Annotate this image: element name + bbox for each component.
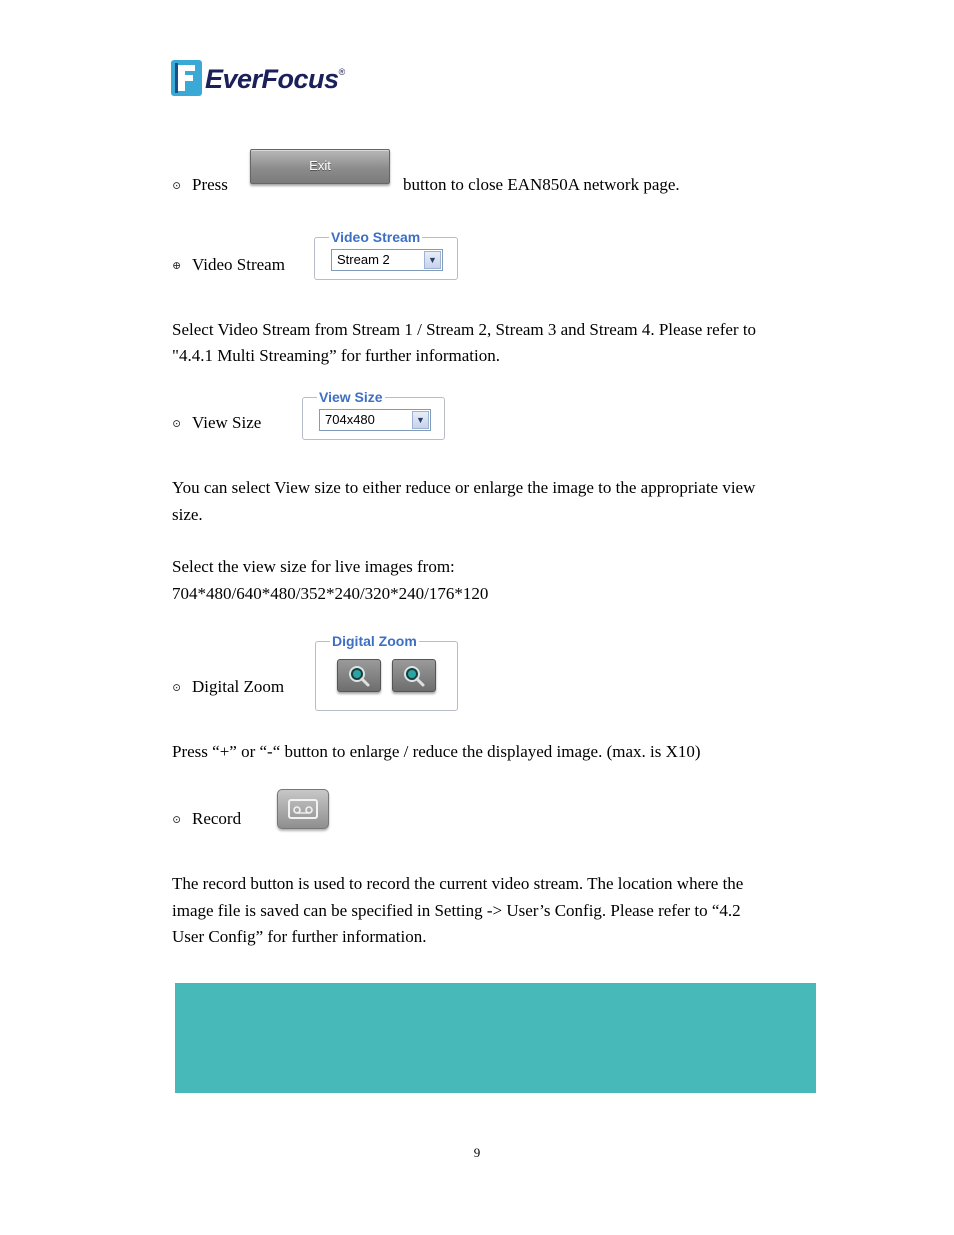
cassette-icon — [288, 799, 318, 819]
digital-zoom-label: Digital Zoom — [192, 677, 285, 696]
digital-zoom-group-title: Digital Zoom — [332, 633, 417, 649]
record-description-2: image file is saved can be specified in Setting -> User’s Config. Please refer to “4.2 — [172, 901, 741, 920]
chevron-down-icon[interactable]: ▼ — [412, 411, 429, 429]
digital-zoom-bullet-row — [172, 677, 284, 697]
zoom-in-button[interactable] — [337, 659, 381, 692]
exit-prefix-text: Press — [192, 175, 228, 194]
record-description-1: The record button is used to record the current video stream. The location where the — [172, 874, 744, 893]
exit-suffix-text: button to close EAN850A network page. — [403, 175, 680, 194]
view-size-description-3: Select the view size for live images from: — [172, 557, 455, 576]
zoom-out-icon — [402, 664, 426, 688]
view-size-selected: 704x480 — [325, 412, 375, 427]
video-stream-select[interactable] — [331, 249, 443, 271]
exit-button[interactable]: Exit — [250, 149, 390, 184]
view-size-group — [302, 389, 445, 440]
record-button[interactable] — [277, 789, 329, 829]
video-stream-selected: Stream 2 — [337, 252, 390, 267]
video-stream-bullet-row — [172, 255, 285, 275]
record-label: Record — [192, 809, 242, 828]
digital-zoom-group — [315, 633, 458, 711]
zoom-in-icon — [347, 664, 371, 688]
view-size-label: View Size — [192, 413, 262, 432]
page-number: 9 — [473, 1145, 481, 1160]
record-bullet-row — [172, 809, 241, 829]
bullet-icon: ⊙ — [172, 813, 182, 826]
bullet-icon: ⊙ — [172, 179, 182, 192]
digital-zoom-description: Press “+” or “-“ button to enlarge / reduce the displayed image. (max. is X10) — [172, 742, 701, 761]
view-size-select[interactable] — [319, 409, 431, 431]
video-stream-group-title: Video Stream — [331, 229, 421, 245]
view-size-group-title: View Size — [319, 389, 383, 405]
video-stream-description-1: Select Video Stream from Stream 1 / Stream 2, Stream 3 and Stream 4. Please refer to — [172, 320, 757, 339]
bullet-icon: ⊕ — [172, 259, 182, 272]
view-size-description-1: You can select View size to either reduce or enlarge the image to the appropriate view — [172, 478, 756, 497]
bullet-icon: ⊙ — [172, 417, 182, 430]
view-size-description-4: 704*480/640*480/352*240/320*240/176*120 — [172, 584, 489, 603]
brand-name: EverFocus — [205, 64, 339, 94]
video-stream-group — [314, 229, 458, 280]
chevron-down-icon[interactable]: ▼ — [424, 251, 441, 269]
exit-bullet-row — [172, 175, 228, 195]
note-box — [175, 983, 816, 1093]
record-description-3: User Config” for further information. — [172, 927, 427, 946]
everfocus-logo-icon — [171, 60, 202, 96]
video-stream-description-2: "4.4.1 Multi Streaming” for further information. — [172, 346, 500, 365]
bullet-icon: ⊙ — [172, 681, 182, 694]
everfocus-logo — [171, 60, 345, 98]
view-size-description-2: size. — [172, 505, 203, 524]
zoom-out-button[interactable] — [392, 659, 436, 692]
view-size-bullet-row — [172, 413, 261, 433]
video-stream-label: Video Stream — [192, 255, 285, 274]
registered-mark: ® — [338, 67, 346, 77]
